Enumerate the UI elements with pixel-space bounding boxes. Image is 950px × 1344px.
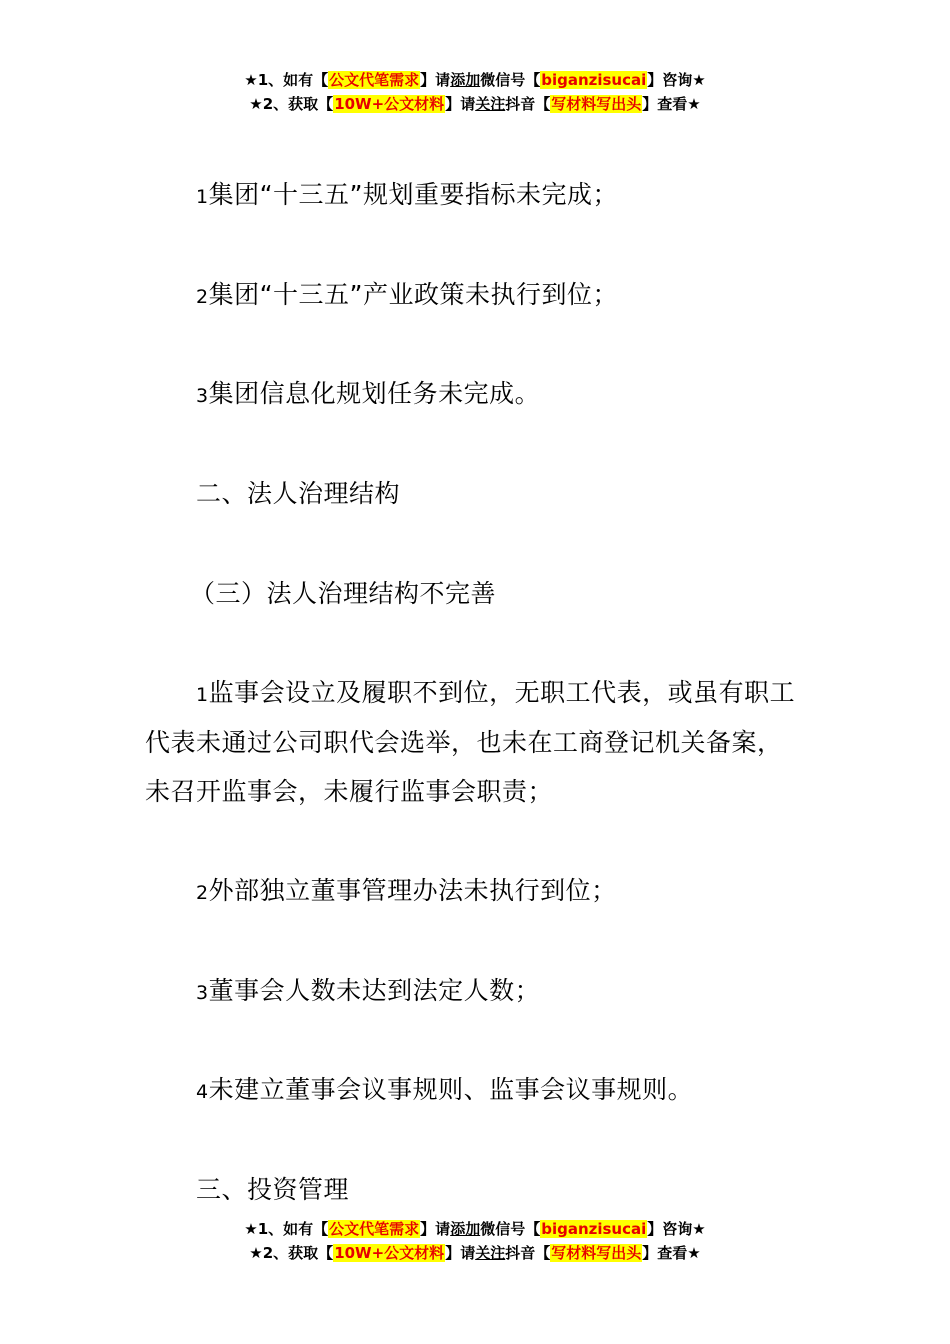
promo-line-1-suffix: 】咨询★ bbox=[647, 1220, 706, 1238]
section-heading-2: 二、法人治理结构 bbox=[196, 479, 401, 508]
item-number: 1 bbox=[196, 684, 209, 706]
item-text: 集团“十三五”产业政策未执行到位； bbox=[208, 280, 618, 309]
subsection-heading-3: （三）法人治理结构不完善 bbox=[190, 579, 497, 608]
paragraph-item-3 bbox=[145, 369, 815, 421]
paragraph-item-1 bbox=[145, 170, 815, 222]
promo-underline-add: 添加 bbox=[450, 71, 481, 89]
promo-line-1 bbox=[0, 68, 950, 92]
promo-line-1-prefix: ★1、如有【 bbox=[244, 71, 329, 89]
promo-line-1-mid2: 微信号【 bbox=[480, 1220, 541, 1238]
item-number: 1 bbox=[196, 186, 209, 208]
item-text: 外部独立董事管理办法未执行到位； bbox=[208, 876, 617, 905]
item-text: 董事会人数未达到法定人数； bbox=[208, 976, 541, 1005]
promo-highlight-wechat: biganzisucai bbox=[541, 71, 647, 89]
promo-highlight-douyin: 写材料写出头 bbox=[551, 95, 642, 113]
promo-line-2-suffix: 】查看★ bbox=[642, 95, 701, 113]
paragraph-item-2 bbox=[145, 270, 815, 322]
promo-line-1-mid2: 微信号【 bbox=[480, 71, 541, 89]
item-text: 监事会设立及履职不到位，无职工代表，或虽有职工 bbox=[208, 678, 796, 707]
promo-line-2 bbox=[0, 1241, 950, 1265]
promo-line-2-mid1: 】请 bbox=[445, 1244, 476, 1262]
promo-highlight-wechat: biganzisucai bbox=[541, 1220, 647, 1238]
promo-line-2 bbox=[0, 92, 950, 116]
promo-highlight-materials: 10W+公文材料 bbox=[334, 95, 445, 113]
promo-line-2-mid1: 】请 bbox=[445, 95, 476, 113]
item-number: 2 bbox=[196, 882, 209, 904]
item-number: 2 bbox=[196, 286, 209, 308]
promo-underline-add: 添加 bbox=[450, 1220, 481, 1238]
item-text: 集团“十三五”规划重要指标未完成； bbox=[208, 180, 618, 209]
paragraph-item-4-line-3: 未召开监事会，未履行监事会职责； bbox=[145, 777, 554, 806]
promo-line-1-suffix: 】咨询★ bbox=[647, 71, 706, 89]
promo-line-2-mid2: 抖音【 bbox=[505, 95, 551, 113]
promo-underline-follow: 关注 bbox=[475, 1244, 506, 1262]
paragraph-item-4-line-2: 代表未通过公司职代会选举，也未在工商登记机关备案， bbox=[145, 728, 783, 757]
paragraph-item-4-line-1 bbox=[145, 668, 815, 720]
promo-highlight-materials: 10W+公文材料 bbox=[334, 1244, 445, 1262]
paragraph-item-6 bbox=[145, 966, 815, 1018]
promo-highlight-service: 公文代笔需求 bbox=[329, 1220, 420, 1238]
promo-line-1-prefix: ★1、如有【 bbox=[244, 1220, 329, 1238]
promo-line-2-prefix: ★2、获取【 bbox=[249, 1244, 334, 1262]
item-number: 4 bbox=[196, 1081, 209, 1103]
promo-line-1-mid1: 】请 bbox=[420, 1220, 451, 1238]
paragraph-item-5 bbox=[145, 866, 815, 918]
paragraph-item-7 bbox=[145, 1065, 815, 1117]
promo-line-2-mid2: 抖音【 bbox=[505, 1244, 551, 1262]
promo-line-2-suffix: 】查看★ bbox=[642, 1244, 701, 1262]
section-heading-3: 三、投资管理 bbox=[196, 1175, 350, 1204]
promo-line-1-mid1: 】请 bbox=[420, 71, 451, 89]
item-number: 3 bbox=[196, 982, 209, 1004]
promo-underline-follow: 关注 bbox=[475, 95, 506, 113]
promo-highlight-service: 公文代笔需求 bbox=[329, 71, 420, 89]
item-number: 3 bbox=[196, 385, 209, 407]
promo-banner-bottom bbox=[0, 1217, 950, 1265]
promo-highlight-douyin: 写材料写出头 bbox=[551, 1244, 642, 1262]
item-text: 集团信息化规划任务未完成。 bbox=[208, 379, 541, 408]
promo-line-2-prefix: ★2、获取【 bbox=[249, 95, 334, 113]
promo-line-1 bbox=[0, 1217, 950, 1241]
promo-banner-top bbox=[0, 68, 950, 116]
item-text: 未建立董事会议事规则、监事会议事规则。 bbox=[208, 1075, 694, 1104]
